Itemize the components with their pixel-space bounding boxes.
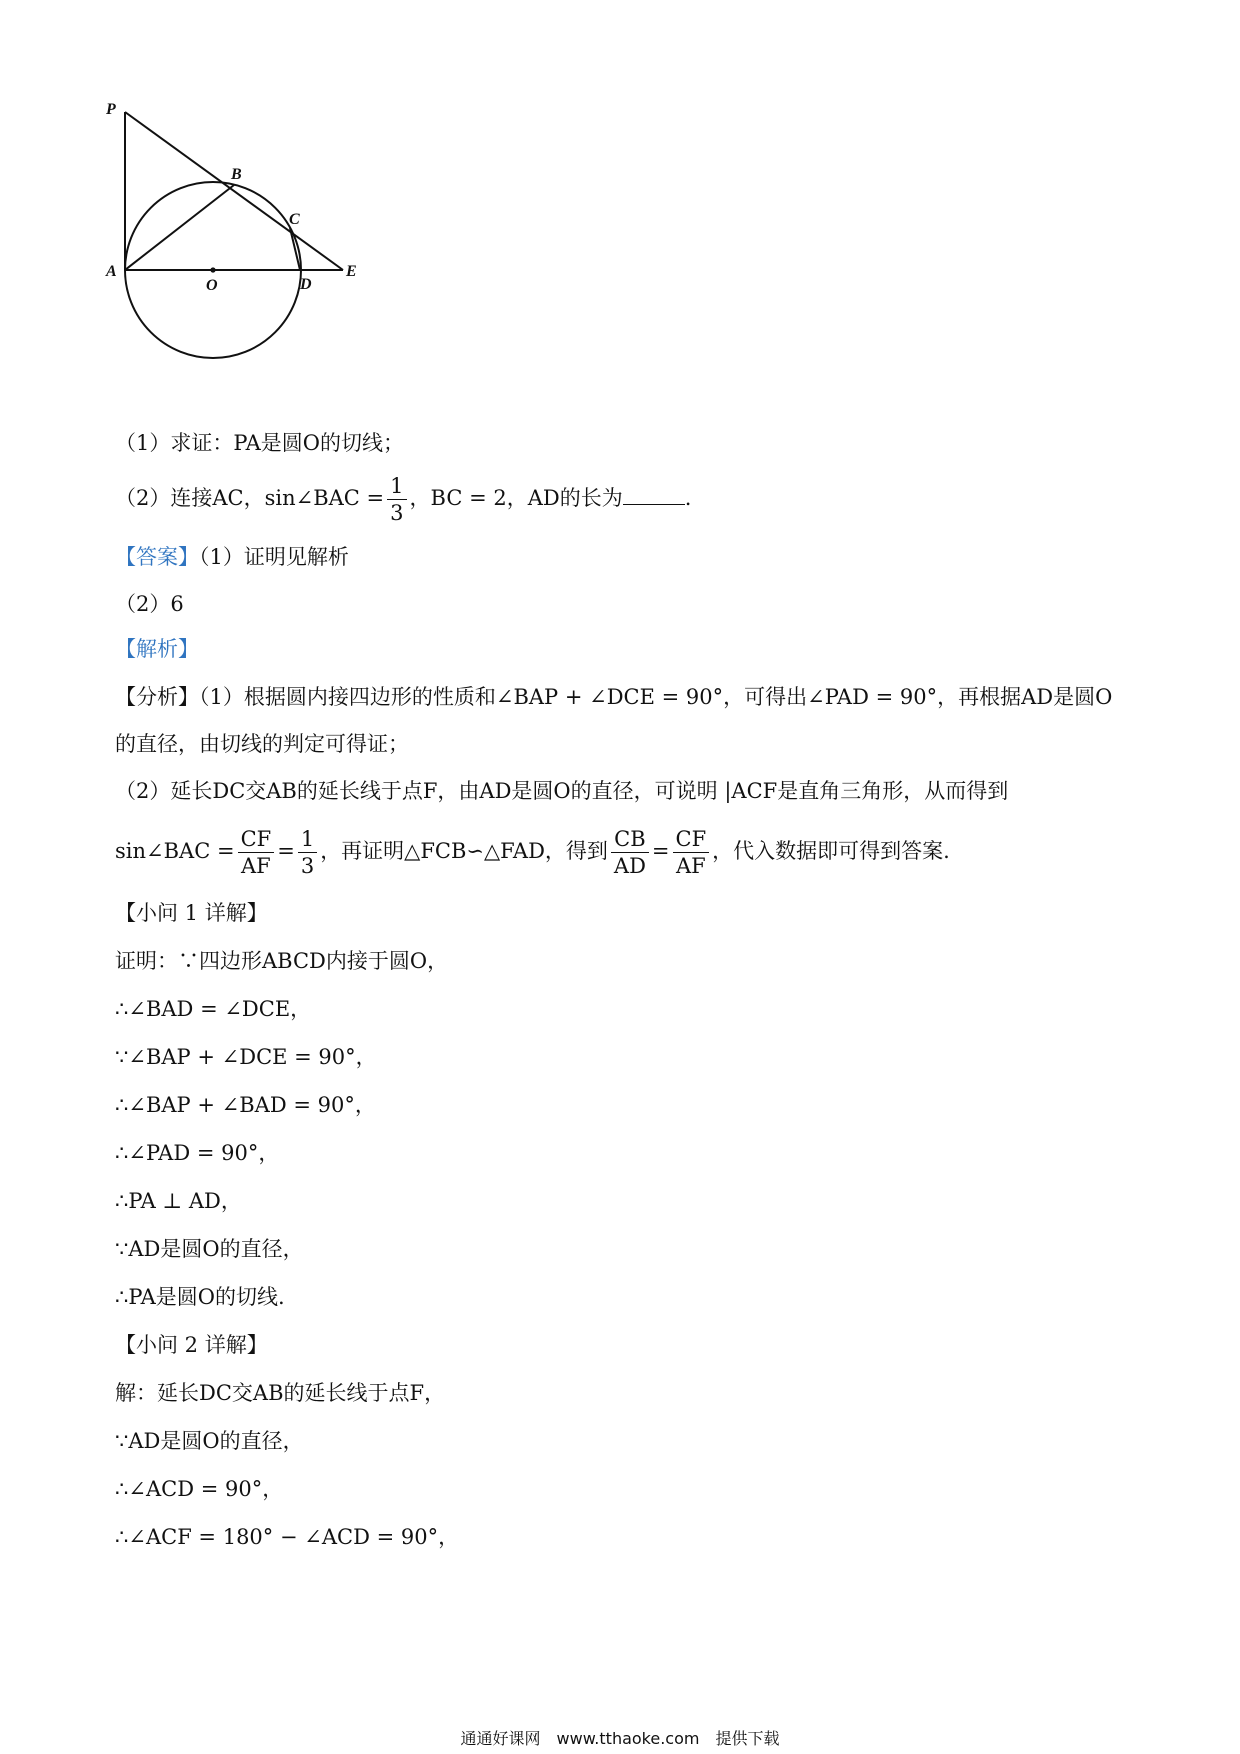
fraction-one-third-2	[298, 826, 317, 879]
segment-pe	[125, 112, 343, 270]
label-d: D	[300, 276, 312, 293]
part1-line: ∴∠BAP + ∠BAD = 90°，	[115, 1093, 376, 1117]
label-o: O	[206, 277, 218, 294]
answer-line-1	[115, 537, 349, 577]
label-p: P	[106, 101, 116, 118]
part2-title: 【小问 2 详解】	[115, 1333, 268, 1357]
question-2	[115, 470, 691, 526]
analysis-line-4	[115, 823, 950, 879]
question-2-prefix: （2）连接AC，sin∠BAC =	[115, 486, 385, 510]
answer-blank	[623, 482, 685, 505]
analysis-line-3: （2）延长DC交AB的延长线于点F，由AD是圆O的直径，可说明 |ACF是直角三角形，从而得到	[115, 779, 1009, 803]
label-c: C	[289, 211, 300, 228]
fraction-one-third	[387, 473, 406, 526]
analysis-end: ，代入数据即可得到答案.	[712, 839, 950, 863]
analysis-sin-prefix: sin∠BAC =	[115, 839, 235, 863]
analysis-line-2: 的直径，由切线的判定可得证；	[115, 732, 409, 756]
part2-line: ∴∠ACD = 90°，	[115, 1477, 284, 1501]
geometry-figure	[106, 100, 420, 410]
fraction-denominator: AF	[675, 854, 706, 878]
part1-title: 【小问 1 详解】	[115, 901, 268, 925]
part2-line: 解：延长DC交AB的延长线于点F，	[115, 1381, 446, 1405]
fraction-numerator: CB	[611, 826, 649, 853]
fraction-numerator: 1	[298, 826, 317, 853]
fraction-cf-af	[238, 826, 275, 879]
center-point-o	[210, 267, 215, 272]
fraction-numerator: 1	[387, 473, 406, 500]
part1-line: ∴PA是圆O的切线.	[115, 1285, 285, 1309]
part2-line: ∴∠ACF = 180° − ∠ACD = 90°，	[115, 1525, 460, 1549]
fraction-denominator: 3	[390, 501, 404, 525]
part1-line: ∴PA ⊥ AD，	[115, 1189, 242, 1213]
part1-line: ∴∠BAD = ∠DCE，	[115, 997, 312, 1021]
part1-line: 证明：∵四边形ABCD内接于圆O，	[115, 949, 449, 973]
fraction-numerator: CF	[673, 826, 710, 853]
analysis-mid: ，再证明△FCB∽△FAD，得到	[320, 839, 608, 863]
part1-line: ∴∠PAD = 90°，	[115, 1141, 280, 1165]
page-footer	[0, 1726, 1240, 1749]
fraction-numerator: CF	[238, 826, 275, 853]
equals-sign-2: =	[651, 839, 670, 863]
question-2-mid: ，BC = 2，AD的长为	[409, 486, 623, 510]
answer-line-2: （2）6	[115, 592, 184, 616]
analysis-line-1: 【分析】（1）根据圆内接四边形的性质和∠BAP + ∠DCE = 90°，可得出∠PAD = 90°，再根据AD是圆O	[115, 685, 1113, 709]
label-a: A	[106, 263, 117, 280]
part2-line: ∵AD是圆O的直径，	[115, 1429, 304, 1453]
fraction-denominator: AF	[241, 854, 271, 878]
answer-tag: 【答案】	[115, 545, 199, 569]
question-1: （1）求证：PA是圆O的切线；	[115, 431, 404, 455]
segment-ab	[125, 185, 234, 270]
label-b: B	[231, 166, 242, 183]
answer-1: （1）证明见解析	[199, 545, 349, 569]
part1-line: ∵∠BAP + ∠DCE = 90°，	[115, 1045, 377, 1069]
fraction-cb-ad	[611, 826, 649, 879]
equals-sign: =	[277, 839, 295, 863]
footer-note: 提供下载	[715, 1729, 780, 1748]
question-2-end: .	[684, 486, 692, 510]
fraction-denominator: AD	[613, 854, 646, 878]
label-e: E	[346, 263, 357, 280]
part1-line: ∵AD是圆O的直径，	[115, 1237, 304, 1261]
footer-brand: 通通好课网	[460, 1729, 541, 1748]
analysis-tag: 【解析】	[115, 637, 199, 661]
fraction-denominator: 3	[300, 854, 315, 878]
footer-url[interactable]: www.tthaoke.com	[556, 1729, 700, 1748]
fraction-cf-af-2	[673, 826, 710, 879]
